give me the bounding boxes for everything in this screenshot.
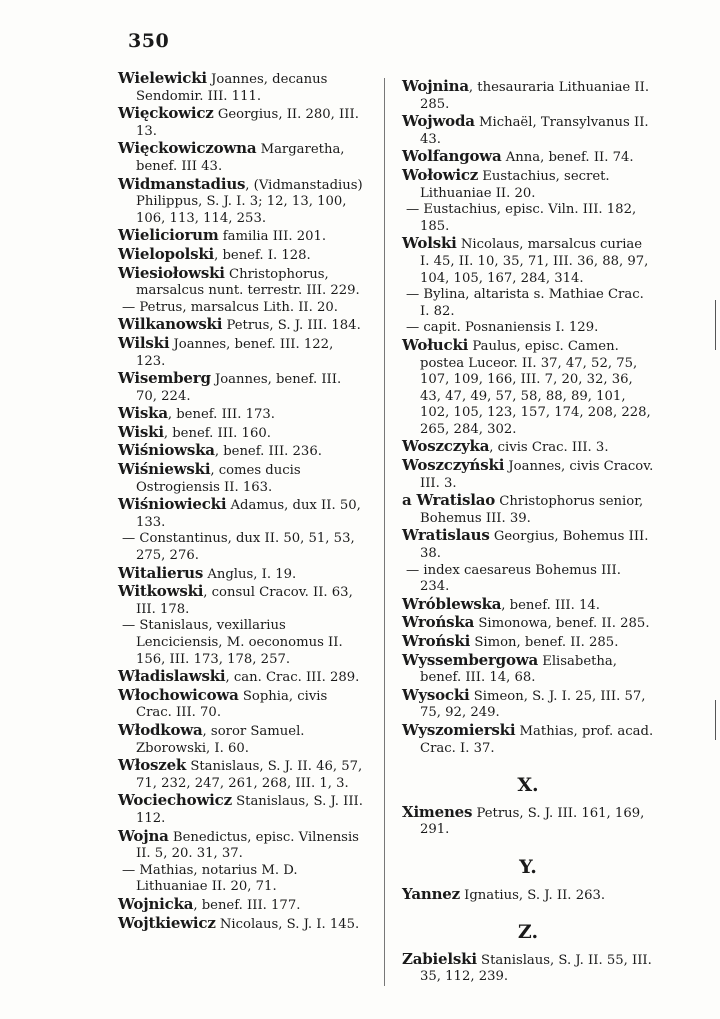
entry-name: Wielewicki xyxy=(118,69,207,87)
index-entry xyxy=(118,140,366,175)
entry-text: , (Vidmanstadius) Philippus, S. J. I. 3; 12, 13, 100, 106, 113, 114, 253. xyxy=(136,177,363,226)
index-entry xyxy=(402,457,654,492)
index-entry xyxy=(118,828,366,863)
index-entry xyxy=(118,565,366,584)
entry-text: , consul Cracov. II. 63, III. 178. xyxy=(136,585,353,617)
index-entry xyxy=(118,335,366,370)
entry-name: Wróblewska xyxy=(402,594,502,613)
index-entry xyxy=(402,563,654,596)
index-entry xyxy=(402,596,654,615)
index-entry xyxy=(402,148,654,167)
entry-text: — Constantinus, dux II. 50, 51, 53, 275, 276. xyxy=(122,531,355,564)
entry-text: Ignatius, S. J. II. 263. xyxy=(459,887,606,903)
index-entry xyxy=(402,78,654,113)
entry-name: Więckowiczowna xyxy=(118,139,257,158)
entry-text: , can. Crac. III. 289. xyxy=(225,670,360,686)
entry-text: , soror Samuel. Zborowski, I. 60. xyxy=(136,723,305,756)
entry-name: Wysocki xyxy=(402,685,470,704)
index-entry xyxy=(118,405,366,424)
left-column xyxy=(118,70,366,933)
page-edge-mark xyxy=(715,300,716,350)
entry-text: Nicolaus, marsalcus curiae I. 45, II. 10, 35, 71, III. 36, 88, 97, 104, 105, 167, 284, 314. xyxy=(420,237,649,286)
entry-text: Nicolaus, S. J. I. 145. xyxy=(215,916,360,932)
index-entry xyxy=(402,202,654,235)
index-entry xyxy=(118,618,366,668)
entry-text: , benef. III. 160. xyxy=(163,425,271,441)
index-entry xyxy=(402,633,654,652)
index-entry xyxy=(118,227,366,246)
index-entry xyxy=(118,687,366,722)
entry-name: Włodkowa xyxy=(118,720,203,739)
entry-name: Wisemberg xyxy=(118,369,211,388)
entry-text: Michaël, Transylvanus II. 43. xyxy=(420,115,649,147)
entry-name: Wyssembergowa xyxy=(402,650,538,669)
entry-text: Petrus, S. J. III. 184. xyxy=(222,318,361,334)
entry-text: Eustachius, secret. Lithuaniae II. 20. xyxy=(420,168,610,201)
index-entry xyxy=(118,792,366,827)
index-entry xyxy=(118,370,366,405)
entry-text: — Eustachius, episc. Viln. III. 182, 185. xyxy=(406,202,637,234)
entry-text: Joannes, decanus Sendomir. III. 111. xyxy=(136,72,328,104)
entry-name: Wociechowicz xyxy=(118,791,232,810)
right-column xyxy=(402,78,654,986)
index-entry xyxy=(402,337,654,439)
entry-name: Woszczyński xyxy=(402,456,505,475)
index-entry xyxy=(118,531,366,564)
section-letter-x: X. xyxy=(517,774,539,797)
entry-text: Stanislaus, S. J. III. 112. xyxy=(136,794,363,826)
column-divider xyxy=(384,78,385,986)
entry-text: , thesauraria Lithuaniae II. 285. xyxy=(420,80,650,112)
index-entry xyxy=(118,246,366,265)
entry-text: , civis Crac. III. 3. xyxy=(489,440,609,456)
entry-name: Wiska xyxy=(118,404,168,423)
y-entries xyxy=(402,886,654,905)
index-entry xyxy=(402,527,654,562)
entry-name: Wilkanowski xyxy=(118,315,223,334)
index-entry xyxy=(118,863,366,896)
entry-name: Wiski xyxy=(118,422,164,441)
entry-name: Więckowicz xyxy=(118,104,214,123)
entry-text: — Petrus, marsalcus Lith. II. 20. xyxy=(122,299,338,315)
index-entry xyxy=(402,438,654,457)
index-entry xyxy=(118,496,366,531)
entry-text: Anglus, I. 19. xyxy=(203,566,297,582)
entry-name: Wojnina xyxy=(402,77,469,95)
page-number: 350 xyxy=(128,30,170,52)
index-entry xyxy=(118,722,366,757)
entry-text: Benedictus, episc. Vilnensis II. 5, 20. 31, 37. xyxy=(136,829,359,862)
index-entry xyxy=(118,915,366,934)
entry-name: Wilski xyxy=(118,333,170,352)
index-entry xyxy=(118,461,366,496)
index-entry xyxy=(118,424,366,443)
entry-name: Wratislaus xyxy=(402,526,490,545)
index-entry xyxy=(118,442,366,461)
entry-text: , benef. III. 177. xyxy=(193,897,301,913)
index-entry xyxy=(402,687,654,722)
entry-name: Woszczyka xyxy=(402,437,490,456)
entry-text: , comes ducis Ostrogiensis II. 163. xyxy=(136,463,301,495)
entry-text: — Stanislaus, vexillarius Lenciciensis, M. oeconomus II. 156, III. 173, 178, 257. xyxy=(122,618,343,667)
entry-name: a Wratislao xyxy=(402,491,496,510)
entry-name: Wyszomierski xyxy=(402,720,516,739)
entry-name: Wojwoda xyxy=(402,112,475,131)
entry-text: , benef. I. 128. xyxy=(214,247,311,263)
entry-text: , benef. III. 14. xyxy=(501,597,600,613)
entry-name: Wojna xyxy=(118,826,169,845)
entry-text: Petrus, S. J. III. 161, 169, 291. xyxy=(420,805,645,838)
entry-name: Wrońska xyxy=(402,613,475,632)
entry-name: Ximenes xyxy=(402,802,473,821)
page-edge-mark xyxy=(715,700,716,740)
entry-text: Joannes, benef. III. 70, 224. xyxy=(136,372,342,404)
index-entry xyxy=(402,722,654,757)
index-entry xyxy=(402,951,654,986)
z-entries xyxy=(402,951,654,986)
entry-text: Stanislaus, S. J. II. 55, III. 35, 112, 239. xyxy=(420,952,652,985)
entry-name: Wiśniowska xyxy=(118,441,215,460)
entry-text: — index caesareus Bohemus III. 234. xyxy=(406,562,621,595)
entry-name: Wiśniewski xyxy=(118,460,211,479)
entry-text: Christophorus, marsalcus nunt. terrestr. III. 229. xyxy=(136,266,360,299)
entry-text: Sophia, civis Crac. III. 70. xyxy=(136,688,328,721)
entry-text: Stanislaus, S. J. II. 46, 57, 71, 232, 247, 261, 268, III. 1, 3. xyxy=(136,759,363,791)
entry-text: , benef. III. 236. xyxy=(214,444,322,460)
entry-name: Włochowicowa xyxy=(118,685,239,704)
index-entry xyxy=(402,492,654,527)
index-entry xyxy=(118,316,366,335)
entry-text: — Mathias, notarius M. D. Lithuaniae II. 20, 71. xyxy=(122,862,298,895)
entry-name: Wiesiołowski xyxy=(118,263,225,282)
entry-text: Simon, benef. II. 285. xyxy=(470,635,619,650)
x-entries xyxy=(402,804,654,839)
entry-text: — Bylina, altarista s. Mathiae Crac. I. 82. xyxy=(406,287,644,319)
entry-name: Władislawski xyxy=(118,667,226,686)
section-letter-y: Y. xyxy=(519,855,537,878)
index-entry xyxy=(402,652,654,687)
entry-text: Joannes, civis Cracov. III. 3. xyxy=(420,459,654,491)
entry-name: Wołucki xyxy=(402,335,469,354)
index-entry xyxy=(402,804,654,839)
w-entries xyxy=(402,78,654,757)
entry-name: Wielopolski xyxy=(118,244,215,263)
entry-name: Widmanstadius xyxy=(118,174,246,193)
entry-text: Simeon, S. J. I. 25, III. 57, 75, 92, 249. xyxy=(420,688,646,721)
entry-name: Yannez xyxy=(402,884,460,903)
index-entry xyxy=(118,757,366,792)
section-letter-z: Z. xyxy=(517,921,539,944)
entry-text: familia III. 201. xyxy=(218,229,327,245)
entry-name: Włoszek xyxy=(118,756,187,775)
entry-name: Wieliciorum xyxy=(118,226,219,245)
entry-text: Georgius, II. 280, III. 13. xyxy=(136,107,359,139)
index-entry xyxy=(118,668,366,687)
entry-text: — capit. Posnaniensis I. 129. xyxy=(406,320,599,336)
entry-text: Margaretha, benef. III 43. xyxy=(136,142,345,174)
index-entry xyxy=(402,614,654,633)
entry-text: Simonowa, benef. II. 285. xyxy=(474,616,650,632)
index-entry xyxy=(402,235,654,287)
index-entry xyxy=(402,113,654,148)
index-entry xyxy=(118,265,366,300)
entry-text: Georgius, Bohemus III. 38. xyxy=(420,529,649,562)
entry-text: Anna, benef. II. 74. xyxy=(501,150,634,166)
index-entry xyxy=(402,167,654,202)
entry-name: Wojnicka xyxy=(118,894,194,913)
index-entry xyxy=(118,105,366,140)
entry-text: Mathias, prof. acad. Crac. I. 37. xyxy=(420,723,654,756)
entry-text: Elisabetha, benef. III. 14, 68. xyxy=(420,653,617,686)
index-entry xyxy=(118,70,366,105)
entry-name: Wolski xyxy=(402,234,457,253)
index-entry xyxy=(118,583,366,618)
entry-text: Joannes, benef. III. 122, 123. xyxy=(136,336,334,369)
index-entry xyxy=(402,287,654,320)
entry-name: Wiśniowiecki xyxy=(118,495,227,514)
index-entry xyxy=(402,320,654,337)
entry-name: Zabielski xyxy=(402,949,477,968)
index-entry xyxy=(118,896,366,915)
entry-text: Christophorus senior, Bohemus III. 39. xyxy=(420,494,644,526)
entry-name: Witkowski xyxy=(118,582,204,601)
entry-name: Wroński xyxy=(402,632,471,650)
entry-name: Wołowicz xyxy=(402,165,479,184)
entry-text: Adamus, dux II. 50, 133. xyxy=(136,498,361,530)
index-entry xyxy=(118,176,366,228)
index-entry xyxy=(118,300,366,317)
entry-name: Wolfangowa xyxy=(402,147,502,166)
entry-text: , benef. III. 173. xyxy=(167,407,275,423)
entry-name: Wojtkiewicz xyxy=(118,913,216,932)
entry-text: Paulus, episc. Camen. postea Luceor. II. 37, 47, 52, 75, 107, 109, 166, III. 7, 20, 32, 36, 43, 47, 49, 57, 58, 88, 89, 101, 102, 105, 123, 157, 174, 208, 228, 265, 284, 302. xyxy=(420,338,651,437)
entry-name: Witalierus xyxy=(118,563,204,582)
index-entry xyxy=(402,886,654,905)
